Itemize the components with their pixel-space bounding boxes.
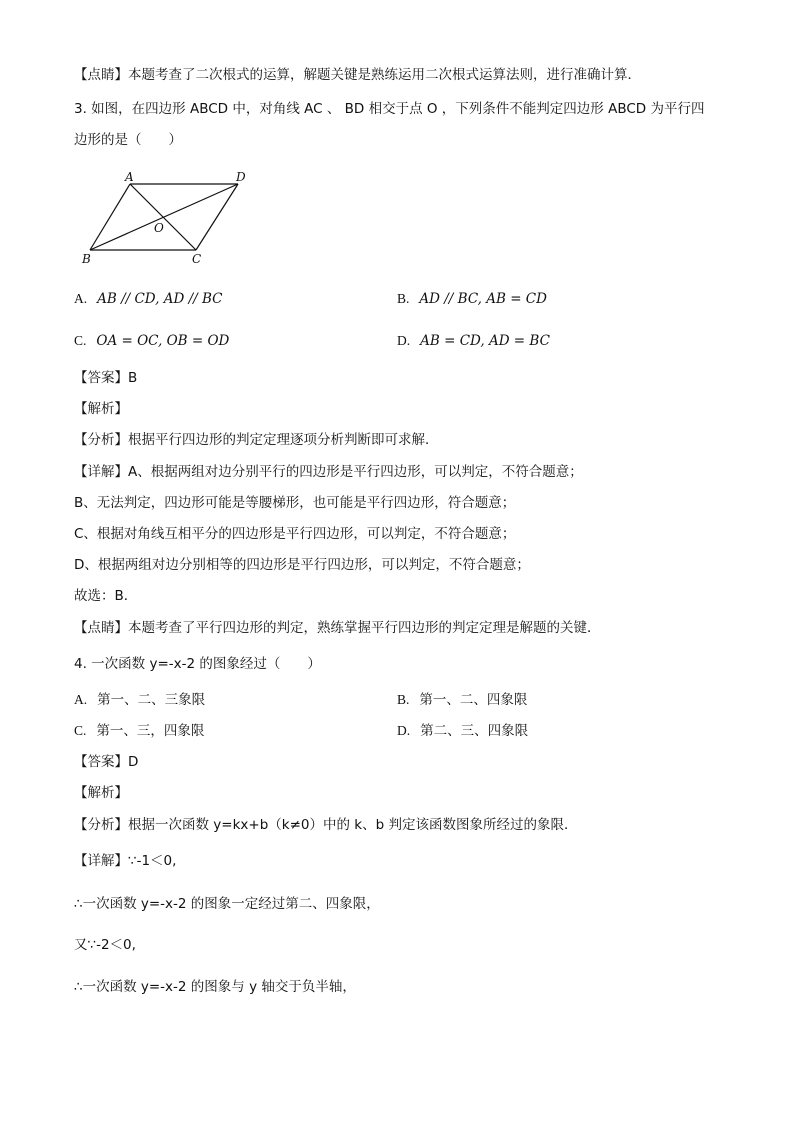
q4-fenxi: 【分析】根据一次函数 y=kx+b（k≠0）中的 k、b 判定该函数图象所经过的象限．: [74, 817, 578, 833]
label-o: O: [154, 221, 164, 235]
option-text: 第一、二、四象限: [419, 692, 528, 708]
option-text: 第一、二、三象限: [97, 692, 206, 708]
option-letter: D.: [397, 723, 411, 738]
option-text: AB = CD, AD = BC: [420, 333, 550, 349]
q3-xiangjie-line: B、无法判定，四边形可能是等腰梯形，也可能是平行四边形，符合题意；: [74, 495, 516, 511]
option-letter: C.: [74, 333, 87, 348]
option-text: OA = OC, OB = OD: [96, 333, 230, 349]
q3-option-b: [397, 290, 547, 308]
option-letter: B.: [397, 291, 410, 306]
q3-xiangjie-line: 故选：B．: [74, 588, 138, 604]
q3-option-a: [74, 290, 222, 308]
q3-answer: 【答案】B: [74, 370, 138, 386]
q3-xiangjie-line: C、根据对角线互相平分的四边形是平行四边形，可以判定，不符合题意；: [74, 526, 516, 542]
diagonal-bd: [90, 184, 238, 250]
dianjing-text: 本题考查了二次根式的运算，解题关键是熟练运用二次根式运算法则，进行准确计算．: [128, 67, 641, 83]
label-d: D: [236, 170, 246, 184]
option-letter: A.: [74, 291, 88, 306]
option-text: AB // CD, AD // BC: [97, 291, 223, 307]
q4-option-c: [74, 722, 204, 740]
q3-xiangjie-line: D、根据两组对边分别相等的四边形是平行四边形，可以判定，不符合题意；: [74, 557, 530, 573]
label-c: C: [192, 252, 202, 266]
q3-stem-line1: 3. 如图，在四边形 ABCD 中，对角线 AC 、 BD 相交于点 O ，下列条件不能判定四边形 ABCD 为平行四: [74, 101, 705, 117]
option-letter: B.: [397, 692, 410, 707]
q4-answer: 【答案】D: [74, 754, 139, 770]
q4-option-d: [397, 722, 528, 740]
option-text: AD // BC, AB = CD: [419, 291, 547, 307]
q3-xiangjie-line: 【详解】A、根据两组对边分别平行的四边形是平行四边形，可以判定，不符合题意；: [74, 464, 583, 480]
parallelogram-figure: [78, 168, 278, 268]
side-ab: [90, 184, 130, 250]
q4-step: 【详解】∵-1＜0,: [74, 853, 177, 869]
dianjing-tag: 【点睛】: [74, 67, 128, 83]
q4-step: 又∵-2＜0,: [74, 937, 136, 953]
q4-step: ∴一次函数 y=-x-2 的图象一定经过第二、四象限，: [74, 896, 380, 912]
option-text: 第一、三，四象限: [96, 723, 205, 739]
q3-dianjing: 【点睛】本题考查了平行四边形的判定，熟练掌握平行四边形的判定定理是解题的关键．: [74, 620, 601, 636]
q4-step: ∴一次函数 y=-x-2 的图象与 y 轴交于负半轴，: [74, 979, 356, 995]
q3-stem-line2: 边形的是（ ）: [74, 132, 182, 148]
q3-fenxi: 【分析】根据平行四边形的判定定理逐项分析判断即可求解．: [74, 432, 439, 448]
label-a: A: [125, 170, 134, 184]
q4-stem: 4. 一次函数 y=-x-2 的图象经过（ ）: [74, 656, 321, 672]
q4-option-a: [74, 691, 205, 709]
q3-analysis-heading: 【解析】: [74, 401, 128, 417]
option-letter: C.: [74, 723, 87, 738]
q4-option-b: [397, 691, 527, 709]
q3-option-c: [74, 332, 229, 350]
option-text: 第二、三、四象限: [420, 723, 529, 739]
q4-analysis-heading: 【解析】: [74, 785, 128, 801]
q3-option-d: [397, 332, 550, 350]
option-letter: A.: [74, 692, 88, 707]
q2-dianjing-line: [74, 66, 641, 84]
option-letter: D.: [397, 333, 411, 348]
label-b: B: [82, 252, 91, 266]
